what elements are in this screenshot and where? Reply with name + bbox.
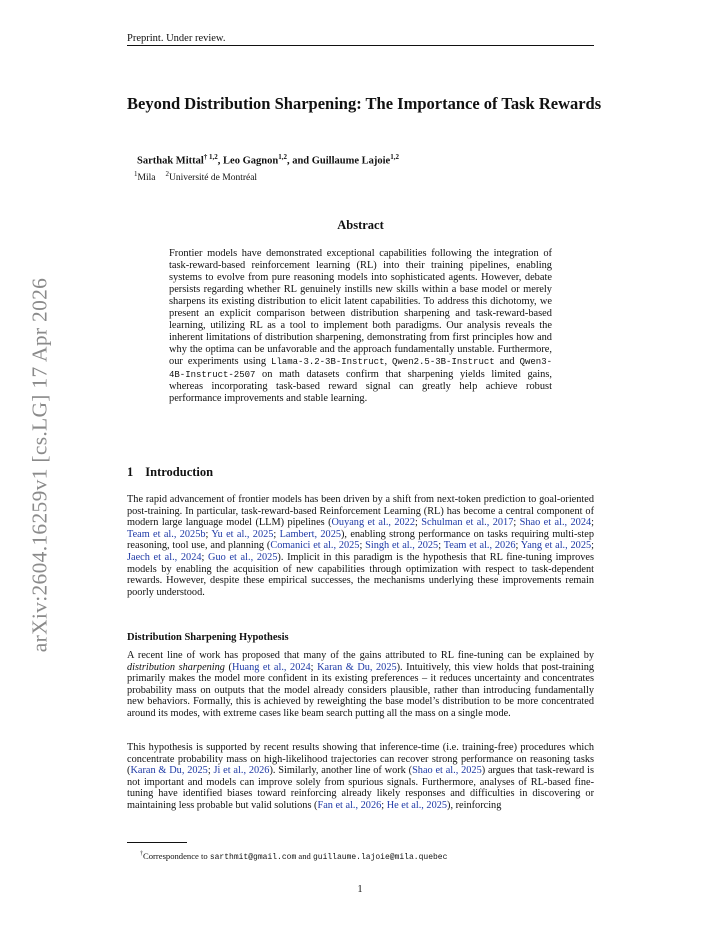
paragraph-text: ; [207, 765, 214, 777]
paragraph-text: A recent line of work has proposed that many of the gains attributed to RL fine-tuning can be explained by [127, 650, 594, 661]
footnote-rule [127, 842, 187, 843]
page-number: 1 [357, 884, 363, 895]
affiliation-udem: $^2$Université de Montréal [165, 170, 258, 184]
model-name: Qwen2.5-3B-Instruct [392, 356, 495, 367]
paragraph-text: ; [273, 528, 280, 540]
citation-link[interactable]: He et al., 2025 [386, 799, 448, 811]
paragraph-text: ; [438, 540, 444, 552]
paragraph-text: ; [359, 540, 366, 552]
email-link[interactable]: sarthmit@gmail.com [209, 853, 297, 862]
author-affil-mark: † 1,2 [203, 153, 218, 161]
intro-paragraph-2 [127, 650, 594, 720]
paragraph-text: ; [381, 799, 387, 811]
citation-link[interactable]: Huang et al., 2024 [231, 661, 311, 673]
model-name: Qwen3-4B-Instruct-2507 [169, 356, 552, 380]
paragraph-text: ). Implicit in this paradigm is the hypothesis that RL fine-tuning improves models by enabling the acquisition of new capabilities through optimization with respect to task-dependent rewards. However, despite these empirical successes, the mechanisms underlying these improvements remain poorly understood. [127, 551, 595, 598]
citation-link[interactable]: Karan & Du, 2025 [317, 661, 397, 673]
running-header: Preprint. Under review. [127, 33, 226, 44]
author-separator: , [217, 155, 224, 167]
citation-link[interactable]: Yu et al., 2025 [211, 528, 274, 540]
citation-link[interactable]: Yang et al., 2025 [520, 540, 592, 552]
paragraph-text: ; [310, 661, 318, 673]
author-name: Sarthak Mittal [137, 155, 204, 167]
header-rule [127, 45, 594, 46]
author-name: Leo Gagnon [223, 155, 279, 167]
arxiv-identifier: arXiv:2604.16259v1 [cs.LG] 17 Apr 2026 [27, 277, 52, 653]
paragraph-text: ), enabling strong performance on tasks requiring multi-step reasoning, tool use, and planning ( [127, 528, 594, 552]
correspondence-footnote: †Correspondence to sarthmit@gmail.com and guillaume.lajoie@mila.quebec [140, 851, 448, 862]
paragraph-text: ; [414, 517, 422, 529]
paper-title: Beyond Distribution Sharpening: The Importance of Task Rewards [127, 94, 602, 113]
citation-link[interactable]: Shao et al., 2024 [519, 517, 592, 529]
citation-link[interactable]: Lambert, 2025 [279, 528, 341, 540]
intro-paragraph-3 [127, 742, 594, 812]
paragraph-text: This hypothesis is supported by recent results showing that inference-time (i.e. training-free) procedures which concentrate probability mass on high-likelihood trajectories can recover strong performance on reasoning tasks ( [127, 742, 594, 777]
citation-link[interactable]: Ouyang et al., 2022 [331, 517, 415, 529]
citation-link[interactable]: Shao et al., 2025 [412, 765, 482, 777]
citation-link[interactable]: Fan et al., 2026 [317, 799, 382, 811]
citation-link[interactable]: Guo et al., 2025 [208, 551, 278, 563]
paragraph-text: ). Intuitively, this view holds that post-training primarily makes the model more confident in its existing preferences – it reduces uncertainty and concentrates probability mass on outputs that the model already considers plausible, rather than introducing fundamentally new behaviors. Formally, this is achieved by reweighting the base model’s distribution to be more concentrated around its modes, with extreme cases like beam search putting all the mass on a single mode. [127, 661, 594, 719]
citation-link[interactable]: Comanici et al., 2025 [270, 540, 360, 552]
author-list [137, 153, 399, 167]
citation-link[interactable]: Schulman et al., 2017 [421, 517, 514, 529]
affiliation-mila: $^1$Mila [134, 170, 156, 184]
emphasis-text: distribution sharpening [127, 661, 225, 673]
paragraph-text: ; [201, 551, 209, 563]
paragraph-text: ), reinforcing [447, 799, 502, 811]
intro-paragraph-1 [127, 494, 594, 598]
paragraph-text: ( [224, 661, 232, 673]
author-affil-mark: 1,2 [390, 153, 399, 161]
author-name: Guillaume Lajoie [311, 155, 391, 167]
paragraph-text: ; [205, 528, 212, 540]
section-number: 1 [127, 465, 134, 479]
model-name: Llama-3.2-3B-Instruct [271, 356, 385, 367]
paragraph-text: The rapid advancement of frontier models has been driven by a shift from next-token prediction to goal-oriented post-training. In particular, task-reward-based Reinforcement Learning (RL) has become a central component of modern large language model (LLM) pipelines ( [127, 494, 594, 529]
paragraph-text: ). Similarly, another line of work ( [269, 765, 413, 777]
paragraph-text: ; [591, 540, 594, 552]
abstract-body: Frontier models have demonstrated exceptional capabilities following the integration of task-reward-based reinforcement learning (RL) into their training pipelines, enabling systems to evolve from pure reasoning models into sophisticated agents. However, debate persists regarding whether RL genuinely instills new skills within a base model or merely sharpens its existing distribution to elicit latent capabilities. To address this dichotomy, we present an explicit comparison between distribution sharpening and task-reward-based learning, utilizing RL as a tool to implement both paradigms. Our analysis reveals the inherent limitations of distribution sharpening, demonstrating from first principles how and why the optima can be unfavorable and the approach fundamentally unstable. Furthermore, our experiments using Llama-3.2-3B-Instruct, Qwen2.5-3B-Instruct and Qwen3-4B-Instruct-2507 on math datasets confirm that sharpening yields limited gains, whereas incorporating task-based reward signal can greatly help achieve robust performance improvements and stable learning. [169, 248, 552, 405]
author-affil-mark: 1,2 [278, 153, 287, 161]
author-separator: , and [286, 155, 312, 167]
abstract-heading: Abstract [337, 218, 384, 232]
paragraph-text: ; [591, 517, 595, 529]
section-heading-introduction [127, 465, 213, 480]
affiliations [134, 170, 267, 183]
section-title: Introduction [145, 465, 214, 479]
paragraph-text: ; [515, 540, 521, 552]
citation-link[interactable]: Jaech et al., 2024 [127, 551, 202, 563]
citation-link[interactable]: Singh et al., 2025 [365, 540, 439, 552]
citation-link[interactable]: Ji et al., 2026 [213, 765, 270, 777]
citation-link[interactable]: Team et al., 2025b [127, 528, 206, 540]
citation-link[interactable]: Team et al., 2026 [443, 540, 516, 552]
subheading-distribution-sharpening: Distribution Sharpening Hypothesis [127, 632, 289, 643]
paragraph-text: ) argues that task-reward is not important and models can improve solely from spurious signals. Furthermore, analyses of RL-based fine-tuning have identified biases toward reinforcing already likely responses and difficulties in discovering or maintaining less probable but valid solutions ( [127, 765, 595, 811]
email-link[interactable]: guillaume.lajoie@mila.quebec [312, 853, 448, 862]
citation-link[interactable]: Karan & Du, 2025 [130, 765, 208, 777]
paragraph-text: ; [513, 517, 520, 529]
